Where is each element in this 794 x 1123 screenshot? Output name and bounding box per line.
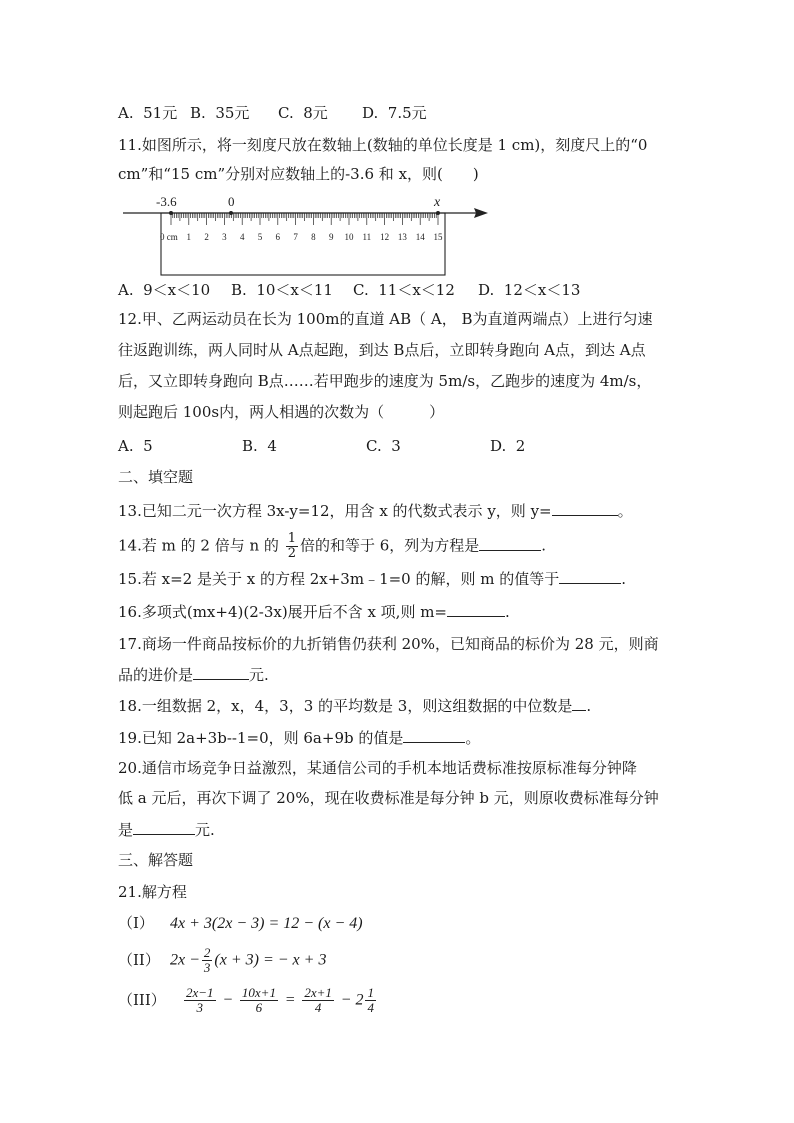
ruler-tick-label: 6 xyxy=(275,232,281,242)
ruler-tick-label: 5 xyxy=(257,232,263,242)
q21-part-2-fraction xyxy=(202,946,213,975)
q19-answer-blank[interactable] xyxy=(403,726,465,743)
q17-end: 元. xyxy=(249,666,269,684)
q21-part-3-label: （III） xyxy=(118,990,166,1009)
q10-option-d: D. 7.5元 xyxy=(362,104,427,122)
q14 xyxy=(118,532,546,561)
ruler-tick-label: 3 xyxy=(222,232,227,242)
q17-line-2 xyxy=(118,663,269,686)
q20-end: 元. xyxy=(195,821,215,839)
q20-answer-blank[interactable] xyxy=(133,818,195,835)
q19-end: 。 xyxy=(465,729,481,747)
q14-frac-den: 2 xyxy=(287,546,296,561)
axis-arrow xyxy=(474,208,488,218)
q21-part-3-op-1: − xyxy=(222,991,234,1009)
q21-part-2-eq-b: (x + 3) = − x + 3 xyxy=(214,951,327,969)
q21-part-3-op-3: − 2 xyxy=(340,991,364,1009)
q12-options xyxy=(118,435,525,457)
ruler-tick-label: 11 xyxy=(362,232,372,242)
ruler-labels xyxy=(160,232,443,242)
q10-options xyxy=(118,102,427,124)
section-3-title: 三、解答题 xyxy=(118,851,194,869)
ruler-tick-label: 8 xyxy=(311,232,316,242)
q14-fraction xyxy=(286,532,298,561)
q19-text: 19.已知 2a+3b--1=0，则 6a+9b 的值是 xyxy=(118,729,404,747)
q12-option-b: B. 4 xyxy=(242,437,277,455)
q21-part-1-label: （I） xyxy=(118,914,154,932)
q15-text: 15.若 x=2 是关于 x 的方程 2x+3m﹣1=0 的解，则 m 的值等于 xyxy=(118,570,560,588)
q21-part-2-frac-num: 2 xyxy=(203,945,211,960)
q21-part-2-eq-a: 2x − xyxy=(170,951,200,969)
q21-part-1-equation: 4x + 3(2x − 3) = 12 − (x − 4) xyxy=(170,915,363,932)
q14-frac-num: 1 xyxy=(287,531,296,546)
q20-line-2: 低 a 元后，再次下调了 20%，现在收费标准是每分钟 b 元，则原收费标准每分钟 xyxy=(118,789,659,807)
q16-end: . xyxy=(505,603,510,621)
q12-line-4: 则起跑后 100s内，两人相遇的次数为（ ） xyxy=(118,403,445,421)
q18-end: . xyxy=(586,697,592,715)
q12-option-d: D. 2 xyxy=(490,437,526,455)
q12-line-3: 后，又立即转身跑向 B点……若甲跑步的速度为 5m/s，乙跑步的速度为 4m/s， xyxy=(118,372,652,390)
ruler-tick-label: 14 xyxy=(415,232,425,242)
q14-text-b: 倍的和等于 6，列为方程是 xyxy=(299,536,480,555)
q21-part-3-f3-num: 2x+1 xyxy=(304,985,332,1000)
ruler-tick-label: 0 cm xyxy=(160,232,178,242)
q11-options xyxy=(118,279,580,301)
ruler-tick-label: 9 xyxy=(328,232,334,242)
q21-part-3-f4-den: 4 xyxy=(367,1000,374,1015)
q21-part-3-f4-num: 1 xyxy=(367,985,374,1000)
axis-label-minus-3-6: -3.6 xyxy=(156,194,177,209)
q13-text: 13.已知二元一次方程 3x-y=12，用含 x 的代数式表示 y，则 y= xyxy=(118,502,552,520)
axis-label-x: x xyxy=(434,195,441,210)
ruler-ticks xyxy=(171,213,438,225)
q17-answer-blank[interactable] xyxy=(193,663,249,680)
ruler-tick-label: 10 xyxy=(344,232,354,242)
q10-option-c: C. 8元 xyxy=(278,104,328,122)
section-2-title: 二、填空题 xyxy=(118,468,194,486)
q12-line-2: 往返跑训练，两人同时从 A点起跑，到达 B点后，立即转身跑向 A点，到达 A点 xyxy=(118,341,646,359)
q18-answer-blank[interactable] xyxy=(572,694,586,711)
q13-answer-blank[interactable] xyxy=(552,499,618,516)
q20-line-1: 20.通信市场竞争日益激烈，某通信公司的手机本地话费标准按原标准每分钟降 xyxy=(118,759,637,777)
ruler-tick-label: 15 xyxy=(433,232,443,242)
q11-option-d: D. 12＜x＜13 xyxy=(478,281,581,299)
q18-text: 18.一组数据 2，x，4，3，3 的平均数是 3，则这组数据的中位数是 xyxy=(118,697,573,715)
q14-answer-blank[interactable] xyxy=(479,534,541,551)
q21-part-3-f1-den: 3 xyxy=(196,1000,204,1015)
ruler-tick-label: 7 xyxy=(293,232,298,242)
q10-option-a: A. 51元 xyxy=(118,104,178,122)
q16 xyxy=(118,600,510,623)
q12-option-c: C. 3 xyxy=(366,437,401,455)
q21-part-3-f2-den: 6 xyxy=(255,1000,263,1015)
ruler-tick-label: 12 xyxy=(380,232,390,242)
q17-line-1: 17.商场一件商品按标价的九折销售仍获利 20%，已知商品的标价为 28 元，则商 xyxy=(118,635,659,653)
q18 xyxy=(118,694,591,717)
q21-title: 21.解方程 xyxy=(118,883,187,901)
q12-line-1: 12.甲、乙两运动员在长为 100m的直道 AB（ A， B为直道两端点）上进行匀速 xyxy=(118,310,653,328)
q21-part-3-f3-den: 4 xyxy=(314,1000,322,1015)
q15-answer-blank[interactable] xyxy=(559,567,621,584)
q21-part-3-f2-num: 10x+1 xyxy=(241,985,276,1000)
q21-part-3-fraction-2 xyxy=(240,986,278,1015)
number-line-ruler-figure xyxy=(118,192,493,278)
q15-end: . xyxy=(621,570,627,588)
q21-part-3 xyxy=(118,986,378,1015)
q12-option-a: A. 5 xyxy=(118,437,153,455)
q21-part-2 xyxy=(118,946,326,975)
q14-text-a: 14.若 m 的 2 倍与 n 的 xyxy=(118,536,279,555)
q10-option-b: B. 35元 xyxy=(190,104,250,122)
q13 xyxy=(118,499,633,522)
q13-end: 。 xyxy=(617,502,633,520)
q11-option-b: B. 10＜x＜11 xyxy=(231,281,333,299)
q16-answer-blank[interactable] xyxy=(447,600,505,617)
q11-line-1: 11.如图所示，将一刻度尺放在数轴上(数轴的单位长度是 1 cm)，刻度尺上的“0 xyxy=(118,136,648,154)
q21-part-3-fraction-4 xyxy=(365,986,376,1015)
q17-text: 品的进价是 xyxy=(118,666,194,684)
q15 xyxy=(118,567,626,590)
q11-option-a: A. 9＜x＜10 xyxy=(118,281,211,299)
q20-text: 是 xyxy=(118,821,134,839)
q21-part-2-frac-den: 3 xyxy=(203,960,211,975)
q16-text: 16.多项式(mx+4)(2-3x)展开后不含 x 项,则 m= xyxy=(118,603,447,621)
q21-part-1 xyxy=(118,912,363,935)
q21-part-3-fraction-1 xyxy=(184,986,216,1015)
q11-line-2: cm”和“15 cm”分别对应数轴上的-3.6 和 x，则( ) xyxy=(118,165,479,183)
axis-label-zero: 0 xyxy=(228,194,235,209)
q19 xyxy=(118,726,480,749)
ruler-tick-label: 1 xyxy=(186,232,192,242)
q21-part-3-fraction-3 xyxy=(302,986,334,1015)
ruler-tick-label: 4 xyxy=(239,232,245,242)
q21-part-3-op-2: = xyxy=(284,991,296,1009)
q11-option-c: C. 11＜x＜12 xyxy=(353,281,455,299)
ruler-tick-label: 13 xyxy=(397,232,407,242)
ruler-tick-label: 2 xyxy=(204,232,209,242)
q21-part-2-label: （II） xyxy=(118,950,160,969)
q14-end: . xyxy=(541,536,547,555)
q20-line-3 xyxy=(118,818,215,841)
q21-part-3-f1-num: 2x−1 xyxy=(186,985,214,1000)
